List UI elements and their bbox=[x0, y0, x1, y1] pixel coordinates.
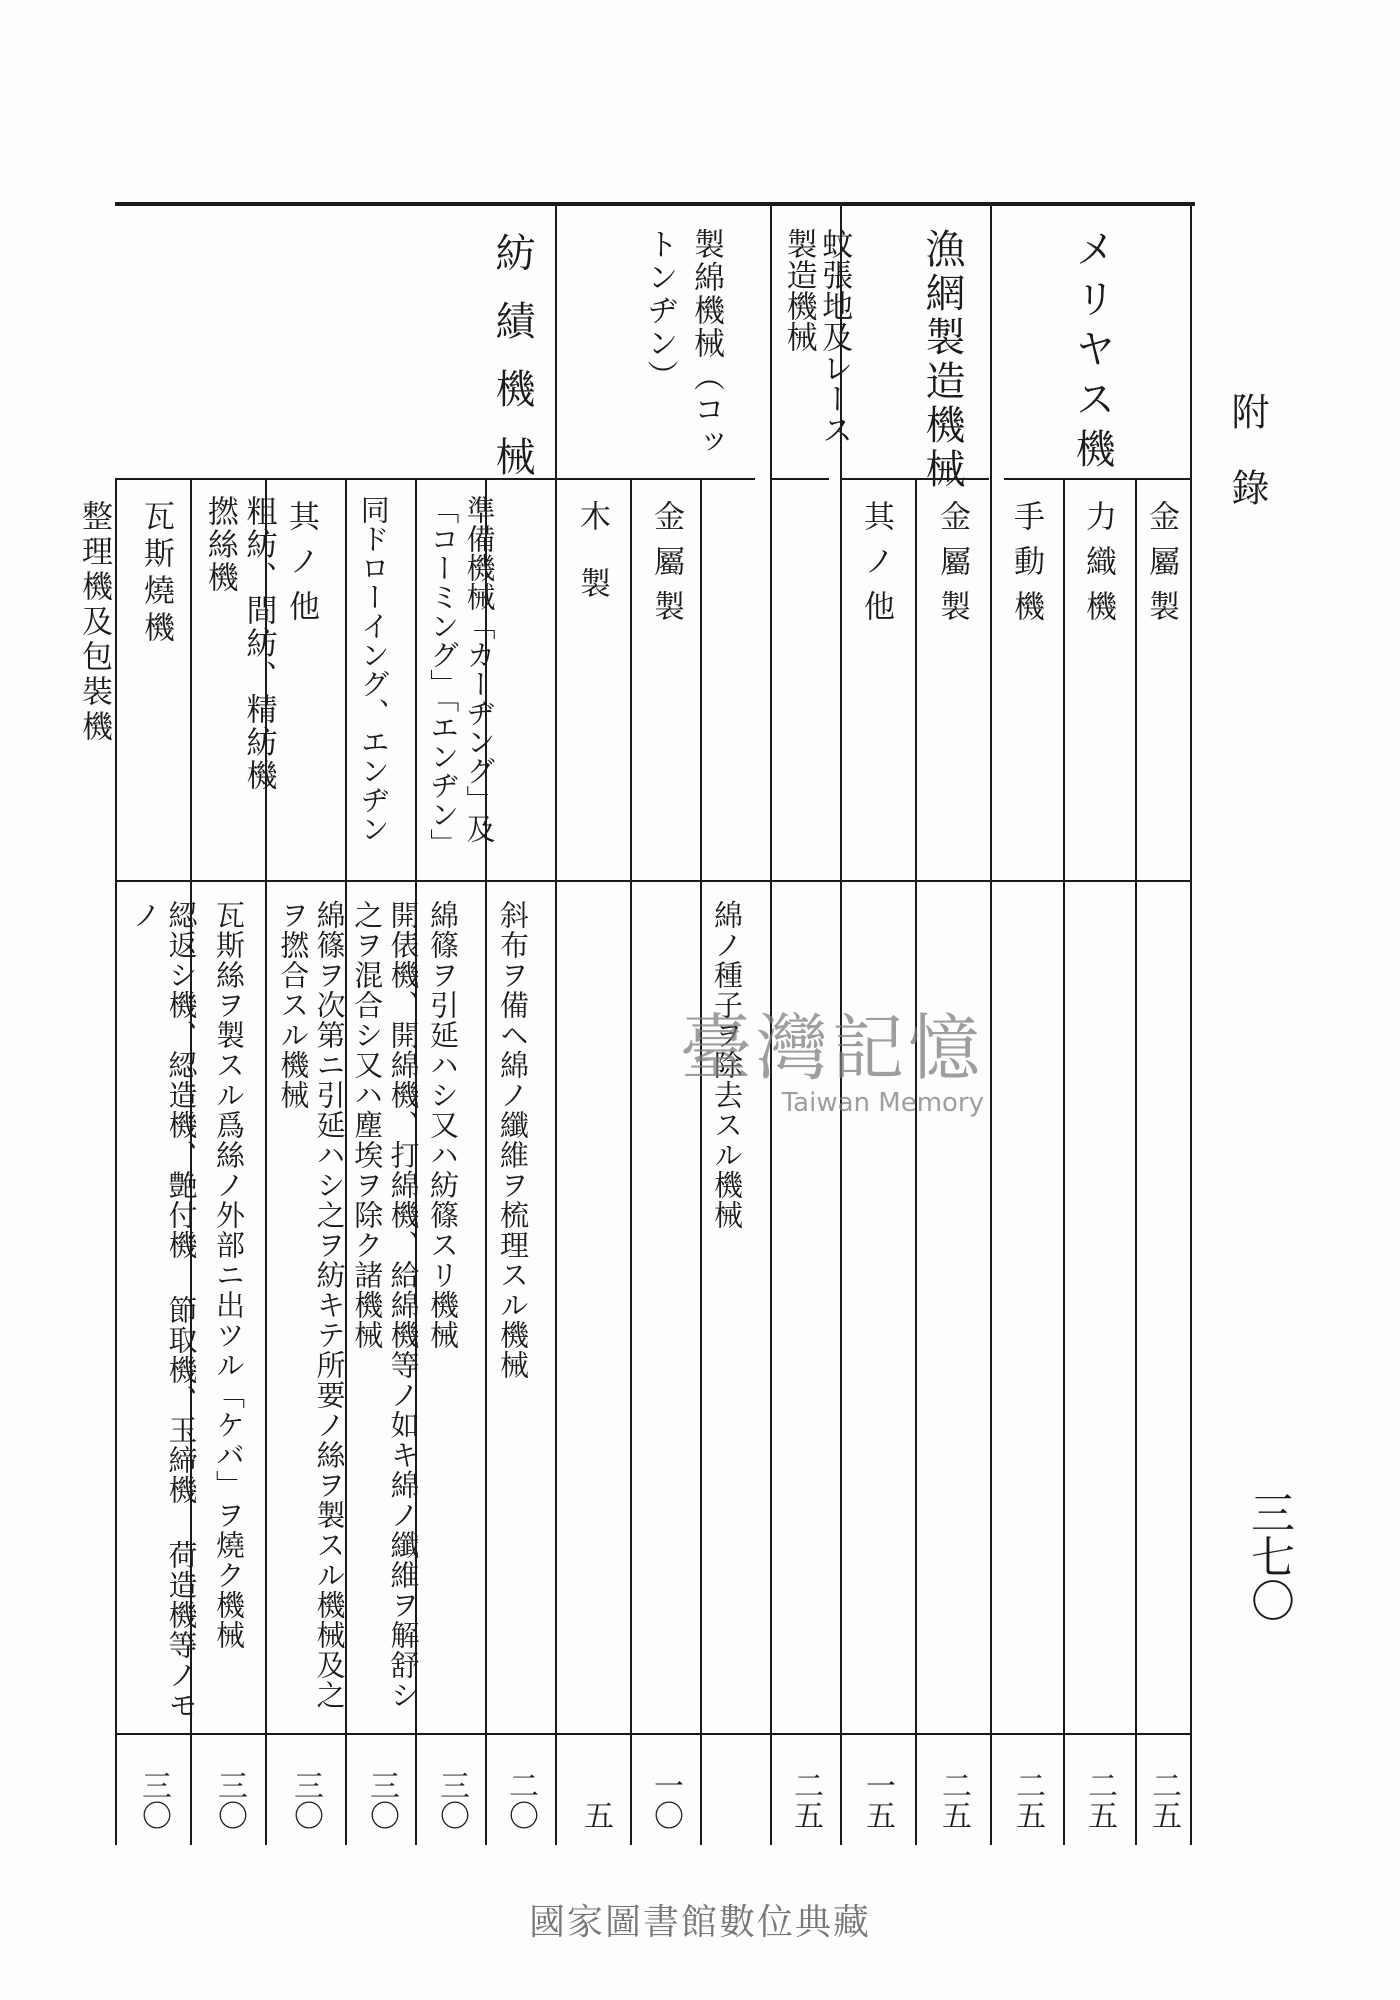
description-opening-cleaning-text: 開俵機、開綿機、打綿機、給綿機等ノ如キ綿ノ纖維ヲ解舒シ之ヲ混合シ又ハ塵埃ヲ除ク諸機械 bbox=[350, 900, 421, 1710]
column-divider bbox=[1190, 205, 1192, 1845]
column-divider bbox=[1135, 478, 1137, 1845]
rate-cell: 二五 bbox=[1146, 1770, 1181, 1830]
subcategory-metal-1: 金屬製 bbox=[1143, 500, 1179, 635]
subcategory-wood: 木製 bbox=[574, 500, 610, 634]
rate-cell: 二〇 bbox=[503, 1770, 538, 1830]
category-mosquito-net-lace-machines bbox=[780, 228, 851, 468]
rate-cell: 一〇 bbox=[648, 1770, 683, 1830]
category-cotton-gin bbox=[636, 228, 729, 468]
category-fishing-net-machines: 漁網製造機械 bbox=[919, 228, 965, 492]
subcategory-gas-singeing: 瓦斯燒機 bbox=[138, 500, 174, 648]
watermark-subtitle: Taiwan Memory bbox=[781, 1088, 985, 1118]
category-knitting-machines: メリヤス機 bbox=[1069, 228, 1115, 478]
column-divider bbox=[555, 205, 557, 1845]
description-drawing: 綿篠ヲ引延ハシ又ハ紡篠スリ機械 bbox=[426, 900, 460, 1350]
description-finishing-packing-text: 綛返シ機、綛造機、艶付機 節取機、玉締機 荷造機等ノモノ bbox=[128, 900, 199, 1720]
category-spinning-machines: 紡績機械 bbox=[489, 232, 535, 504]
category-row-rule-3 bbox=[770, 478, 829, 480]
subcategory-drawing-engine bbox=[356, 495, 391, 855]
page-number: 三七〇 bbox=[1243, 1490, 1294, 1622]
watermark-title: 臺灣記憶 bbox=[680, 1006, 985, 1090]
description-carding: 斜布ヲ備ヘ綿ノ纖維ヲ梳理スル機械 bbox=[496, 900, 530, 1380]
column-divider bbox=[915, 478, 917, 1845]
rate-cell: 三〇 bbox=[434, 1770, 469, 1830]
rate-cell: 一五 bbox=[860, 1770, 895, 1830]
rate-cell: 三〇 bbox=[136, 1770, 171, 1830]
column-divider bbox=[700, 478, 702, 1845]
rate-cell: 三〇 bbox=[364, 1770, 399, 1830]
rate-cell: 三〇 bbox=[212, 1770, 247, 1830]
description-row-rule bbox=[115, 1733, 1190, 1735]
subcategory-roving-spinning-twisting-text: 粗紡、間紡、精紡機 撚絲機 bbox=[201, 495, 277, 792]
subcategory-other-1: 其ノ他 bbox=[858, 500, 894, 635]
column-divider bbox=[115, 478, 117, 1845]
column-divider bbox=[990, 205, 992, 1845]
rate-cell: 二五 bbox=[788, 1770, 823, 1830]
category-row-rule-4 bbox=[555, 478, 755, 480]
rate-cell: 二五 bbox=[1010, 1770, 1045, 1830]
rate-cell: 二五 bbox=[1082, 1770, 1117, 1830]
category-cotton-gin-text: 製綿機械（コットンヂン） bbox=[641, 228, 724, 459]
appendix-title: 附 錄 bbox=[1225, 392, 1269, 506]
description-cotton-gin: 綿ノ種子ヲ除去スル機械 bbox=[710, 900, 744, 1230]
subcategory-power-loom: 力織機 bbox=[1080, 500, 1116, 635]
subcategory-metal-2: 金屬製 bbox=[934, 500, 970, 635]
taiwan-memory-watermark bbox=[680, 990, 984, 1118]
rate-cell: 三〇 bbox=[288, 1770, 323, 1830]
subcategory-other-2: 其ノ他 bbox=[283, 500, 319, 635]
column-divider bbox=[1063, 478, 1065, 1845]
subcategory-hand-loom: 手動機 bbox=[1008, 500, 1044, 635]
description-opening-cleaning bbox=[349, 900, 422, 1720]
rate-cell: 二五 bbox=[936, 1770, 971, 1830]
subcategory-carding-combing-text: 準備機械「カーヂング」及「コーミング」「エンヂン」 bbox=[426, 495, 497, 858]
description-spinning-twisting-text: 綿篠ヲ次第ニ引延ハシ之ヲ紡キテ所要ノ絲ヲ製スル機械及之ヲ撚合スル機械 bbox=[276, 900, 347, 1710]
table-top-rule bbox=[115, 202, 1195, 206]
subcategory-metal-3: 金屬製 bbox=[648, 500, 684, 635]
category-row-rule-1 bbox=[1004, 478, 1192, 480]
description-gas-singeing: 瓦斯絲ヲ製スル爲絲ノ外部ニ出ツル「ケバ」ヲ燒ク機械 bbox=[212, 900, 246, 1650]
rate-cell: 五 bbox=[578, 1800, 613, 1830]
description-spinning-twisting bbox=[275, 900, 348, 1720]
subcategory-row-rule bbox=[115, 880, 1190, 882]
subcategory-roving-spinning-twisting bbox=[200, 495, 278, 855]
footer-collection-label: 國家圖書館數位典藏 bbox=[528, 1902, 871, 1943]
column-divider bbox=[630, 478, 632, 1845]
subcategory-carding-combing bbox=[425, 495, 498, 858]
subcategory-finishing-packing: 整理機及包裝機 bbox=[76, 500, 112, 745]
description-finishing-packing bbox=[127, 900, 200, 1720]
subcategory-drawing-engine-text: 同ドローイング、エンヂン bbox=[356, 495, 391, 843]
category-mosquito-net-lace-text: 蚊張地及レース製造機械 bbox=[780, 228, 853, 445]
